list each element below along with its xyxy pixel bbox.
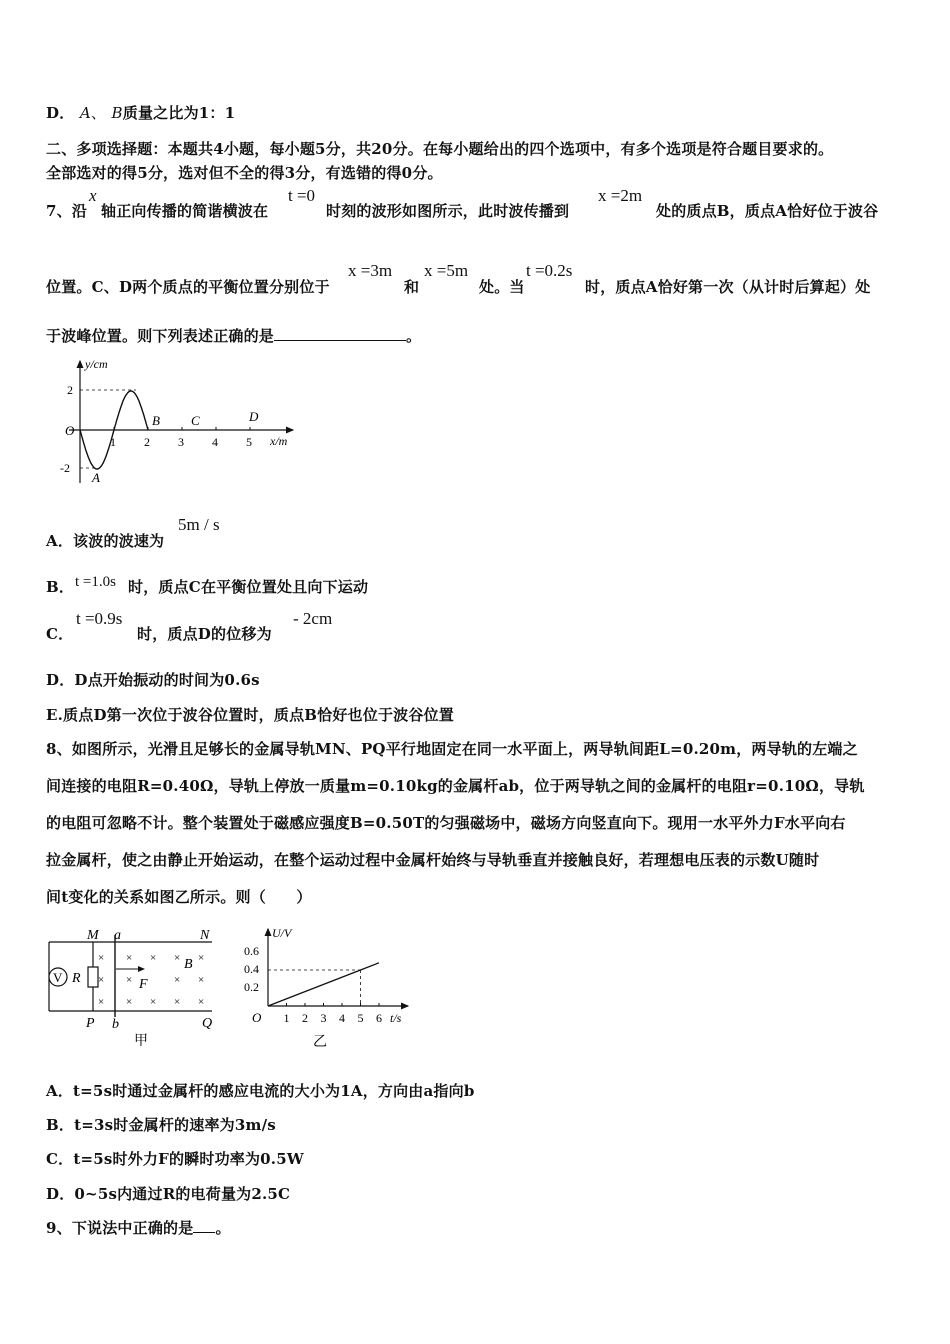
- option-label: D．: [46, 104, 75, 122]
- field-cross: ×: [174, 996, 181, 1008]
- math-b: B: [111, 104, 123, 122]
- q7-p8: 时，质点A恰好第一次（从计时后算起）处: [585, 278, 871, 296]
- y-tick-neg2: -2: [60, 461, 70, 475]
- q8-line3: 的电阻可忽略不计。整个装置处于磁感应强度B=0.50T的匀强磁场中，磁场方向竖直向下。现用一水平外力F水平向右: [46, 814, 846, 832]
- point-D: D: [249, 409, 259, 424]
- point-B: B: [152, 413, 160, 428]
- u-axis-label: U/V: [272, 926, 292, 940]
- q7-option-a-math: 5m / s: [178, 515, 220, 534]
- q7-math-t0: t =0: [288, 186, 316, 205]
- q7-p4: 处的质点B，质点A恰好位于波谷: [656, 202, 879, 220]
- q8-option-c: C．t=5s时外力F的瞬时功率为0.5W: [46, 1150, 304, 1168]
- label-P: P: [86, 1016, 95, 1031]
- point-A: A: [92, 470, 100, 485]
- y-axis-label: y/cm: [85, 357, 108, 371]
- label-M: M: [87, 928, 99, 943]
- q7-option-a: A．该波的波速为: [46, 532, 165, 550]
- x-tick-4: 4: [212, 435, 218, 449]
- q7-option-c-math: t =0.9s: [76, 609, 123, 628]
- origin-label: O: [252, 1010, 262, 1025]
- q7-p6: 和: [404, 278, 420, 296]
- q8-option-d: D．0~5s内通过R的电荷量为2.5C: [46, 1185, 291, 1203]
- q7-p3: 时刻的波形如图所示，此时波传播到: [326, 202, 570, 220]
- q7-math-x2: x =2m: [598, 186, 643, 205]
- q8-option-b: B．t=3s时金属杆的速率为3m/s: [46, 1116, 276, 1134]
- q7-option-e: E.质点D第一次位于波谷位置时，质点B恰好也位于波谷位置: [46, 706, 454, 724]
- section2-line1: 二、多项选择题：本题共4小题，每小题5分，共20分。在每小题给出的四个选项中，有多个选项是符合题目要求的。: [46, 140, 834, 158]
- q7-p5: 位置。C、D两个质点的平衡位置分别位于: [46, 278, 330, 296]
- q7-p9: 于波峰位置。则下列表述正确的是 。: [46, 327, 422, 345]
- label-B: B: [184, 957, 193, 972]
- q7-option-b: B．: [46, 578, 75, 596]
- caption-jia: 甲: [134, 1034, 148, 1049]
- q7-math-t02: t =0.2s: [526, 261, 573, 280]
- q9-stem: 9、下说法中正确的是 。: [46, 1219, 231, 1237]
- section2-line2: 全部选对的得5分，选对但不全的得3分，有选错的得0分。: [46, 164, 443, 182]
- q7-wave-figure: [55, 355, 310, 490]
- resistor-label: R: [72, 971, 81, 986]
- voltmeter-label: V: [53, 970, 63, 985]
- q7-option-d: D．D点开始振动的时间为0.6s: [46, 671, 260, 689]
- field-cross: ×: [98, 974, 105, 986]
- t-tick-5: 5: [357, 1011, 364, 1025]
- field-cross: ×: [198, 974, 205, 986]
- q7-option-b-text: 时，质点C在平衡位置处且向下运动: [128, 578, 369, 596]
- q7-option-c: C．: [46, 625, 74, 643]
- q7-p7: 处。当: [479, 278, 525, 296]
- field-cross: ×: [126, 974, 133, 986]
- label-F: F: [139, 977, 148, 992]
- y-tick-2: 2: [67, 383, 73, 397]
- t-tick-4: 4: [339, 1011, 345, 1025]
- q8-figure-jia: [44, 925, 226, 1050]
- t-tick-2: 2: [302, 1011, 308, 1025]
- q7-p1: 7、沿: [46, 202, 88, 220]
- resistor: [88, 967, 98, 987]
- label-Q: Q: [202, 1016, 213, 1031]
- answer-blank: [193, 1218, 215, 1233]
- q7-math-x3: x =3m: [348, 261, 393, 280]
- label-a: a: [114, 928, 121, 943]
- q7-option-b-math: t =1.0s: [75, 574, 116, 590]
- field-cross: ×: [98, 996, 105, 1008]
- q8-line1: 8、如图所示，光滑且足够长的金属导轨MN、PQ平行地固定在同一水平面上，两导轨间距L=0.20m，两导轨的左端之: [46, 740, 858, 758]
- math-a: A: [79, 104, 91, 122]
- y-tick-02: 0.2: [244, 980, 259, 994]
- q8-line2: 间连接的电阻R=0.40Ω，导轨上停放一质量m=0.10kg的金属杆ab，位于两导轨之间的金属杆的电阻r=0.10Ω，导轨: [46, 777, 865, 795]
- field-cross: ×: [174, 974, 181, 986]
- field-cross: ×: [98, 952, 105, 964]
- field-cross: ×: [198, 996, 205, 1008]
- q7-math-x5: x =5m: [424, 261, 469, 280]
- y-tick-04: 0.4: [244, 962, 259, 976]
- field-cross: ×: [126, 952, 133, 964]
- q8-line5: 间t变化的关系如图乙所示。则（ ）: [46, 888, 312, 906]
- x-tick-2: 2: [144, 435, 150, 449]
- x-axis-label: x/m: [270, 434, 288, 448]
- q8-figure-yi: [238, 925, 413, 1050]
- t-axis-label: t/s: [390, 1011, 402, 1025]
- y-tick-06: 0.6: [244, 944, 259, 958]
- label-b: b: [112, 1017, 119, 1032]
- q8-option-a: A．t=5s时通过金属杆的感应电流的大小为1A，方向由a指向b: [46, 1082, 475, 1100]
- q7-p2: 轴正向传播的简谐横波在: [101, 202, 269, 220]
- u-t-line: [268, 963, 379, 1006]
- q6-option-d: D． A、 B质量之比为1：1: [46, 104, 236, 122]
- x-tick-3: 3: [178, 435, 184, 449]
- field-cross: ×: [198, 952, 205, 964]
- answer-blank: [274, 326, 406, 341]
- x-tick-5: 5: [246, 435, 252, 449]
- field-cross: ×: [150, 952, 157, 964]
- t-tick-3: 3: [320, 1011, 327, 1025]
- q7-option-c-math2: - 2cm: [293, 609, 333, 628]
- q7-math-x: x: [89, 186, 97, 205]
- label-N: N: [200, 928, 210, 943]
- q8-line4: 拉金属杆，使之由静止开始运动，在整个运动过程中金属杆始终与导轨垂直并接触良好，若理想电压表的示数U随时: [46, 851, 820, 869]
- x-tick-1: 1: [110, 435, 116, 449]
- point-C: C: [191, 413, 200, 428]
- field-cross: ×: [150, 996, 157, 1008]
- t-tick-1: 1: [283, 1011, 290, 1025]
- field-cross: ×: [174, 952, 181, 964]
- caption-yi: 乙: [313, 1035, 327, 1050]
- field-cross: ×: [126, 996, 133, 1008]
- q7-option-c-text: 时，质点D的位移为: [137, 625, 272, 643]
- t-tick-6: 6: [376, 1011, 382, 1025]
- option-text: 质量之比为1：1: [122, 104, 236, 122]
- origin-label: O: [65, 423, 75, 438]
